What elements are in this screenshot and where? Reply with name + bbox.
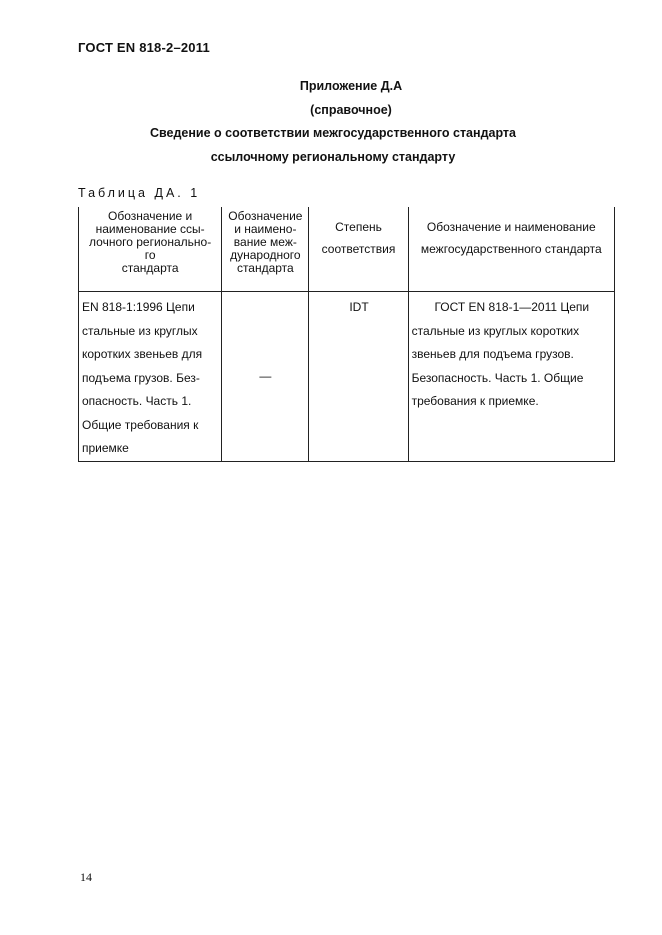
cell-line: подъема грузов. Без-: [82, 370, 200, 385]
header-line: межгосударственного стандарта: [420, 242, 602, 256]
cell-line: опасность. Часть 1.: [82, 394, 192, 408]
cell-line: требования к приемке.: [411, 394, 539, 408]
header-line: Обозначение: [228, 209, 303, 223]
header-line: го: [144, 248, 156, 262]
header-regional-standard: [79, 207, 222, 292]
header-line: лочного регионально-: [89, 235, 212, 249]
header-conformity-degree: [309, 207, 408, 292]
cell-line: коротких звеньев для: [82, 347, 203, 361]
cell-line: ГОСТ EN 818-1—2011 Цепи: [434, 300, 590, 314]
cell-dash: —: [259, 368, 272, 383]
conformity-value: IDT: [349, 300, 369, 314]
table-caption: Таблица ДА. 1: [78, 186, 201, 200]
header-line: наименование ссы-: [95, 222, 205, 236]
header-line: стандарта: [121, 261, 179, 275]
document-code: ГОСТ EN 818-2–2011: [78, 40, 210, 55]
annex-kind: (справочное): [310, 103, 392, 117]
header-line: Степень: [335, 220, 382, 234]
annex-title: Приложение Д.А: [299, 79, 403, 93]
header-line: и наимено-: [234, 222, 297, 236]
table-header-row: [79, 207, 615, 292]
cell-conformity-degree: [309, 292, 408, 462]
page-number: 14: [80, 870, 92, 884]
cell-regional-standard: [79, 292, 222, 462]
cell-interstate-standard: [408, 292, 614, 462]
correspondence-table: [78, 207, 615, 462]
header-line: Обозначение и наименование: [426, 220, 596, 234]
header-line: соответствия: [321, 242, 396, 256]
header-line: Обозначение и: [108, 209, 193, 223]
cell-international-standard: [222, 292, 309, 462]
cell-line: стальные из круглых: [82, 323, 198, 338]
annex-subject-line-2: ссылочному региональному стандарту: [210, 150, 456, 164]
annex-subject-line-1: Сведение о соответствии межгосударственного стандарта: [149, 126, 516, 140]
cell-line: Безопасность. Часть 1. Общие: [411, 370, 584, 385]
header-line: вание меж-: [233, 235, 297, 249]
header-line: стандарта: [236, 261, 294, 275]
cell-line: звеньев для подъема грузов.: [411, 347, 574, 361]
header-line: дународного: [230, 248, 301, 262]
cell-line: EN 818-1:1996 Цепи: [82, 300, 195, 314]
cell-line: приемке: [82, 441, 129, 455]
cell-line: Общие требования к: [82, 417, 199, 432]
header-international-standard: [222, 207, 309, 292]
header-interstate-standard: [408, 207, 614, 292]
table-row: [79, 292, 615, 462]
cell-line: стальные из круглых коротких: [411, 323, 580, 338]
